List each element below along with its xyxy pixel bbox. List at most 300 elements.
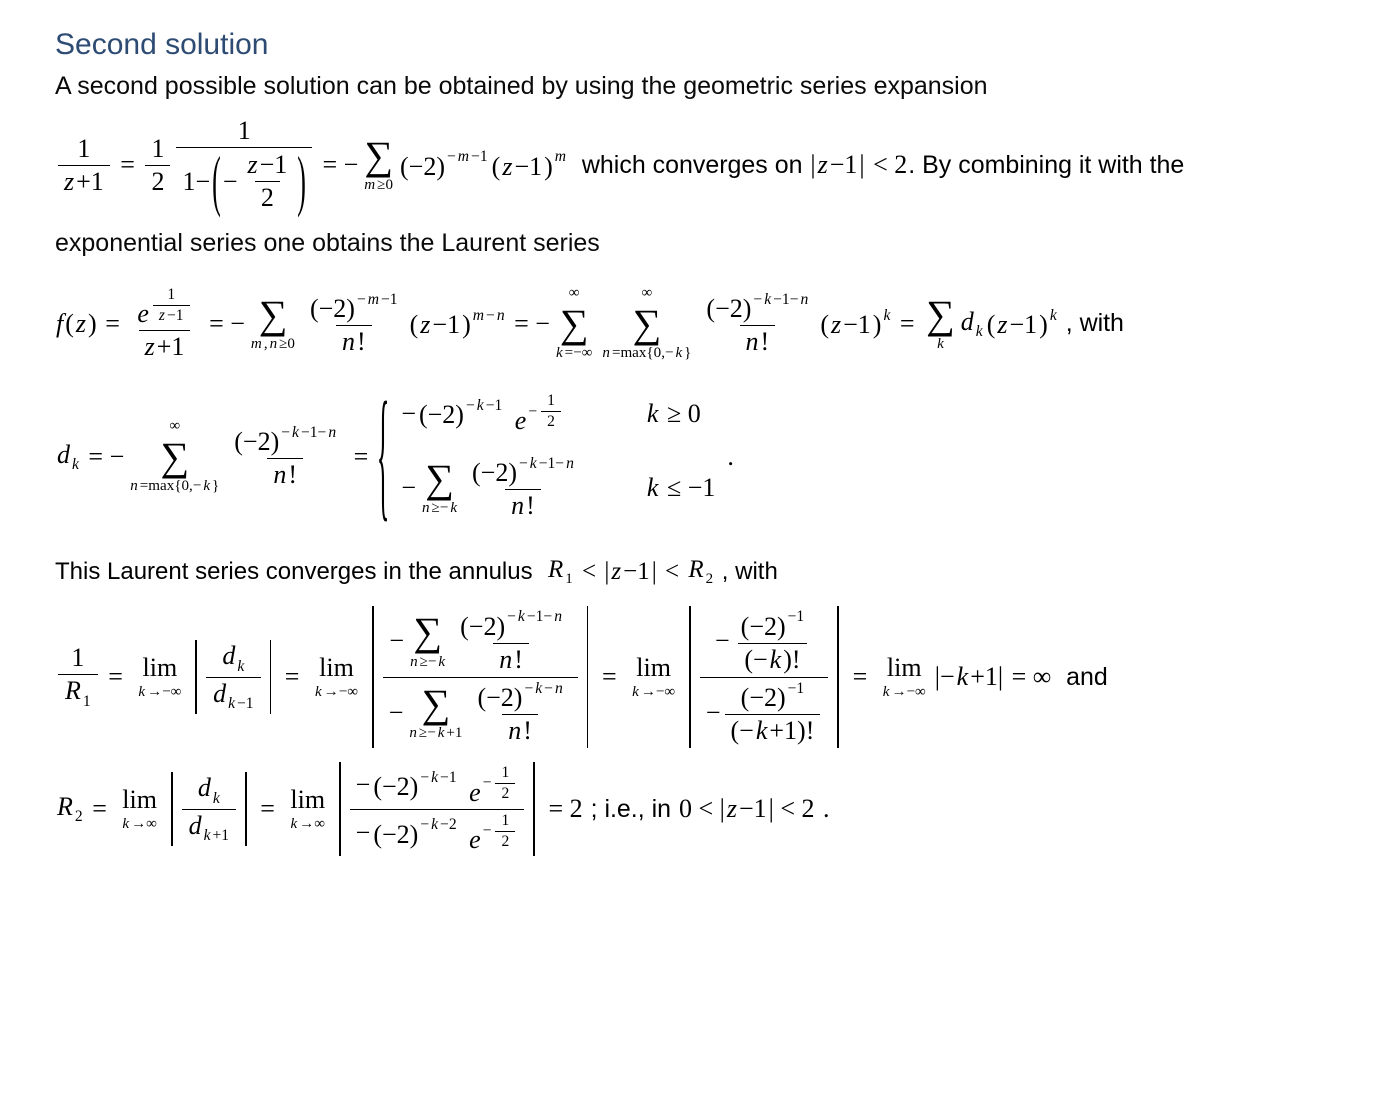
numerator — [465, 454, 581, 489]
math-text: +1 — [156, 332, 185, 362]
fraction — [182, 772, 237, 845]
math-variable: k — [956, 662, 969, 692]
math-variable: k — [646, 473, 659, 503]
math-row — [506, 608, 563, 626]
math-text: | — [604, 558, 610, 586]
math-text: (− — [730, 715, 754, 745]
math-text: (−2) — [740, 682, 786, 712]
numerator — [470, 679, 569, 714]
subscript — [203, 827, 231, 845]
math-text: − — [222, 166, 238, 196]
denominator — [350, 809, 525, 857]
script-base — [740, 612, 787, 642]
math-row — [498, 645, 524, 675]
scripted-term — [960, 307, 984, 341]
math-text: (−2) — [373, 771, 419, 801]
math-text: − — [486, 307, 495, 325]
math-variable: k — [292, 423, 299, 441]
math-row — [55, 372, 735, 536]
superscript — [419, 816, 457, 834]
math-text: (−2) — [373, 819, 419, 849]
scripted-term — [56, 440, 80, 474]
page-title: Second solution — [55, 28, 269, 61]
fraction — [227, 423, 343, 491]
math-row — [308, 291, 400, 324]
absolute-value — [366, 606, 594, 748]
script-base — [197, 773, 212, 803]
lower-limit — [409, 653, 446, 672]
fraction — [495, 763, 515, 804]
case-condition — [646, 399, 702, 429]
math-text: ) — [462, 310, 471, 340]
abs-bar — [533, 762, 535, 857]
lower-limit — [421, 499, 458, 518]
scripted-term — [188, 811, 231, 845]
math-text: = — [347, 441, 375, 471]
fraction — [453, 607, 569, 675]
denominator — [139, 330, 191, 363]
math-text: − — [401, 473, 416, 503]
math-row — [421, 499, 458, 518]
denominator — [267, 458, 303, 491]
math-text: | < 2 — [768, 794, 815, 824]
script-base — [56, 792, 74, 822]
annulus-convergence-sentence — [55, 556, 1368, 588]
sigma-glyph: ∑ — [632, 301, 662, 347]
math-text: (−2) — [400, 151, 445, 181]
math-text: | — [810, 150, 816, 179]
numerator — [734, 607, 812, 642]
math-variable: d — [57, 439, 70, 469]
superscript — [518, 455, 575, 473]
math-variable: z — [64, 166, 75, 196]
math-text: ∞ — [169, 418, 181, 435]
limit-operator — [121, 785, 158, 834]
math-row — [400, 391, 565, 436]
lim-word: lim — [319, 652, 354, 682]
math-row — [482, 763, 519, 804]
math-variable: n — [800, 290, 809, 308]
math-text: = — [278, 662, 306, 692]
lim-word: lim — [886, 652, 922, 682]
math-row — [419, 816, 457, 834]
limit-subscript — [882, 683, 927, 702]
superscript — [554, 148, 567, 166]
script-base — [740, 683, 787, 713]
numerator — [241, 149, 293, 181]
script-base — [476, 683, 523, 713]
superscript — [472, 307, 506, 325]
lim-word: lim — [142, 652, 178, 682]
math-text: − — [465, 397, 475, 415]
scripted-term — [418, 397, 503, 430]
sigma-glyph: ∑ — [421, 680, 451, 726]
superscript — [280, 424, 337, 442]
scripted-term — [197, 773, 221, 807]
lower-limit — [129, 477, 220, 496]
math-row — [743, 645, 801, 675]
sigma-glyph: ∑ — [364, 133, 393, 179]
scripted-term — [399, 148, 489, 181]
math-text: − — [753, 290, 763, 308]
script-base — [468, 778, 482, 808]
numerator — [71, 133, 96, 165]
denominator — [145, 165, 170, 198]
math-text: −1 — [432, 310, 461, 340]
math-text: ( — [820, 310, 829, 340]
scripted-term — [212, 679, 255, 713]
math-text: 1 — [71, 643, 85, 673]
math-text: )! — [783, 644, 801, 674]
math-text: ( — [491, 151, 501, 181]
math-row — [121, 815, 158, 834]
superscript — [419, 769, 457, 787]
absolute-value — [683, 606, 845, 748]
math-variable: k — [883, 307, 891, 325]
math-row — [135, 285, 193, 329]
math-variable: n — [554, 608, 563, 626]
math-text: +1)! — [769, 715, 815, 745]
math-row — [739, 680, 807, 713]
denominator — [502, 714, 538, 747]
math-variable: e — [469, 825, 481, 855]
scripted-term — [233, 424, 337, 457]
numerator — [303, 290, 405, 325]
scripted-term — [459, 608, 563, 641]
subscript — [227, 695, 255, 713]
math-variable: k — [138, 683, 146, 700]
math-text: − — [482, 774, 492, 792]
cases-expression — [376, 372, 727, 536]
math-row — [363, 176, 394, 195]
math-variable: d — [960, 306, 974, 336]
subscript — [74, 808, 84, 826]
math-text: = − — [315, 150, 359, 179]
denominator — [383, 677, 578, 748]
numerator — [541, 391, 561, 411]
math-row — [752, 291, 809, 309]
math-text: = − — [507, 308, 550, 338]
numerator — [65, 642, 90, 674]
fraction — [206, 640, 261, 713]
math-row — [400, 454, 584, 522]
sum-operator — [250, 291, 296, 354]
denominator — [495, 831, 515, 852]
math-text: = − — [81, 441, 125, 471]
math-text: 2 — [705, 571, 714, 588]
math-text: = — [101, 662, 130, 692]
math-text: − — [389, 626, 405, 656]
subscript — [975, 323, 984, 341]
equation-dk-coefficients — [55, 372, 1368, 536]
math-variable: k — [438, 653, 446, 670]
math-row — [55, 606, 1108, 748]
math-row — [409, 653, 446, 672]
math-text: − — [388, 697, 404, 727]
abs-bar — [689, 606, 691, 748]
sum-operator — [601, 284, 692, 363]
math-row — [527, 391, 564, 432]
sigma-glyph: ∑ — [160, 434, 190, 480]
math-text: 1 — [167, 286, 176, 303]
math-text — [459, 818, 468, 848]
scripted-term — [687, 556, 714, 588]
superscript — [506, 608, 563, 626]
math-text: < — [575, 558, 603, 586]
abs-bar — [245, 772, 247, 845]
math-text: . — [727, 441, 734, 471]
math-text: ! — [288, 459, 298, 489]
script-base — [418, 400, 465, 430]
math-variable: R — [688, 556, 704, 584]
subscript — [705, 571, 715, 588]
math-text: − — [524, 679, 534, 697]
script-base — [221, 641, 236, 671]
math-row — [137, 683, 182, 702]
math-text: − — [705, 697, 721, 727]
math-text — [459, 770, 468, 800]
math-text: −1 — [471, 148, 488, 166]
math-variable: k — [535, 679, 543, 697]
math-text: −1− — [300, 423, 327, 441]
numerator — [699, 290, 815, 325]
math-text: ! — [514, 644, 523, 674]
script-base — [309, 294, 356, 324]
math-row — [475, 680, 564, 713]
math-text: 1 — [237, 116, 251, 145]
numerator — [130, 284, 198, 330]
math-variable: k — [675, 345, 683, 362]
math-row — [203, 827, 231, 845]
math-text: −2 — [440, 816, 457, 834]
math-variable: m — [472, 307, 485, 325]
inline-text: This Laurent series converges in the annulus — [55, 558, 546, 586]
math-variable: k — [764, 290, 772, 308]
math-variable: k — [755, 715, 768, 745]
math-text: (−2) — [477, 682, 523, 712]
limit-subscript — [631, 683, 676, 702]
scripted-term — [372, 769, 457, 802]
math-variable: n — [496, 307, 505, 325]
subscript — [82, 693, 92, 711]
math-row — [646, 473, 716, 503]
math-text: 2 — [74, 808, 83, 826]
parenthesized-group — [211, 142, 307, 219]
math-text: ! — [526, 491, 535, 521]
denominator — [740, 325, 776, 358]
math-variable: n — [499, 644, 513, 674]
script-base — [233, 427, 280, 457]
denominator — [738, 643, 806, 676]
math-text: (−2) — [740, 611, 786, 641]
scripted-term — [476, 680, 563, 713]
math-text: 1 — [151, 133, 165, 163]
math-row — [446, 148, 489, 166]
math-text: = — [85, 794, 114, 824]
limit-operator — [882, 653, 927, 702]
fraction — [465, 454, 581, 522]
math-row — [55, 284, 1124, 363]
fraction — [383, 606, 578, 748]
math-row — [129, 477, 220, 496]
denominator — [182, 809, 237, 846]
fraction — [153, 285, 190, 326]
math-text: ≥0 — [377, 177, 393, 194]
math-text: (−2) — [234, 426, 280, 456]
math-row — [181, 142, 306, 219]
abs-bar — [171, 772, 173, 845]
math-variable: z — [144, 332, 155, 362]
scripted-term — [136, 285, 192, 329]
math-row — [280, 424, 337, 442]
math-variable: k — [476, 397, 484, 415]
math-row — [250, 335, 296, 354]
absolute-value — [165, 772, 253, 845]
math-text: = 2 — [541, 794, 583, 824]
limit-subscript — [121, 815, 158, 834]
math-row — [356, 291, 399, 309]
math-text: 0 < | — [678, 794, 725, 824]
math-variable: z — [611, 558, 622, 586]
math-text: (−2) — [418, 400, 464, 430]
exponential-series-paragraph: exponential series one obtains the Laurent series — [55, 229, 600, 257]
math-text: ≥ 0 — [660, 398, 701, 428]
scripted-term — [547, 556, 574, 588]
math-row — [507, 716, 533, 746]
math-text: ) — [872, 310, 882, 340]
equation-radius-r1 — [55, 606, 1368, 748]
numerator — [227, 423, 343, 458]
subscript — [212, 790, 221, 808]
fraction — [700, 606, 829, 748]
denominator — [541, 411, 561, 432]
math-row — [739, 608, 807, 641]
math-text: ≥− — [431, 500, 449, 517]
math-row — [232, 424, 338, 457]
math-row — [246, 150, 288, 180]
math-text: 1 — [77, 133, 91, 163]
math-text: = — [253, 794, 282, 824]
numerator — [495, 763, 515, 783]
superscript — [1049, 307, 1058, 325]
math-variable: n — [409, 724, 417, 741]
math-text: − — [519, 455, 528, 473]
math-text: =−∞ — [564, 345, 593, 362]
fraction — [145, 133, 170, 198]
math-text: − — [356, 290, 366, 308]
math-variable: R — [57, 791, 73, 821]
numerator — [495, 811, 515, 831]
math-text: 2 — [260, 183, 274, 212]
math-text: ∞ — [568, 285, 580, 302]
equation-laurent-series — [55, 284, 1368, 363]
sum-operator — [408, 680, 463, 743]
subscript — [236, 658, 245, 676]
math-row — [355, 763, 520, 808]
fraction — [470, 679, 569, 747]
fraction — [130, 284, 198, 363]
math-text: 2 — [151, 166, 165, 196]
denominator — [336, 325, 372, 358]
sigma-glyph: ∑ — [926, 291, 955, 337]
math-row — [555, 344, 593, 363]
math-variable: k — [437, 724, 445, 741]
math-row — [55, 556, 778, 588]
math-row — [355, 811, 520, 856]
denominator — [493, 643, 529, 676]
math-variable: k — [431, 816, 439, 834]
lower-limit — [555, 344, 593, 363]
limit-operator — [137, 653, 182, 702]
math-text: = — [846, 662, 874, 692]
lower-limit — [363, 176, 394, 195]
math-variable: n — [130, 478, 138, 495]
math-text: | — [859, 150, 865, 179]
math-row — [510, 491, 536, 521]
script-base — [56, 440, 71, 470]
math-variable: k — [1049, 307, 1057, 325]
math-variable: m — [364, 177, 376, 194]
math-text: |− — [934, 662, 955, 692]
fraction — [176, 115, 311, 219]
math-text: − — [446, 148, 456, 166]
superscript — [150, 285, 193, 326]
math-text: −1 — [514, 151, 543, 181]
sum-operator — [926, 291, 955, 354]
math-text: − — [420, 816, 430, 834]
math-variable: z — [158, 307, 165, 324]
scripted-term — [471, 455, 575, 488]
math-variable: m — [250, 335, 262, 352]
superscript — [523, 680, 563, 698]
math-variable: k — [555, 345, 563, 362]
math-text: (− — [744, 644, 768, 674]
math-row — [518, 455, 575, 473]
denominator — [58, 165, 110, 198]
math-text: ! — [523, 715, 532, 745]
math-text: 2 — [547, 413, 555, 431]
fraction — [699, 290, 815, 358]
math-variable: R — [547, 556, 564, 584]
scripted-term — [819, 307, 891, 340]
math-variable: n — [554, 679, 563, 697]
math-text: ) — [88, 308, 97, 338]
math-variable: f — [56, 308, 64, 338]
scripted-term — [56, 792, 84, 826]
math-variable: d — [197, 773, 211, 803]
math-variable: k — [228, 694, 236, 712]
math-text: ≥0 — [279, 335, 295, 352]
math-variable: k — [529, 455, 537, 473]
math-variable: k — [203, 478, 211, 495]
lower-limit — [250, 335, 296, 354]
superscript — [787, 680, 806, 698]
abs-bar — [837, 606, 839, 748]
numerator — [191, 772, 227, 808]
lower-limit — [601, 344, 692, 363]
math-variable: e — [137, 299, 149, 329]
math-text: = — [595, 662, 624, 692]
math-row — [472, 307, 506, 325]
math-text: (−2) — [706, 293, 752, 323]
script-base — [372, 772, 419, 802]
math-text: 2 — [501, 784, 510, 802]
math-text: =max{0,− — [139, 478, 202, 495]
math-text: −1 — [829, 150, 858, 179]
math-variable: z — [420, 310, 431, 340]
math-text: ! — [356, 326, 366, 356]
lower-limit — [936, 335, 945, 354]
